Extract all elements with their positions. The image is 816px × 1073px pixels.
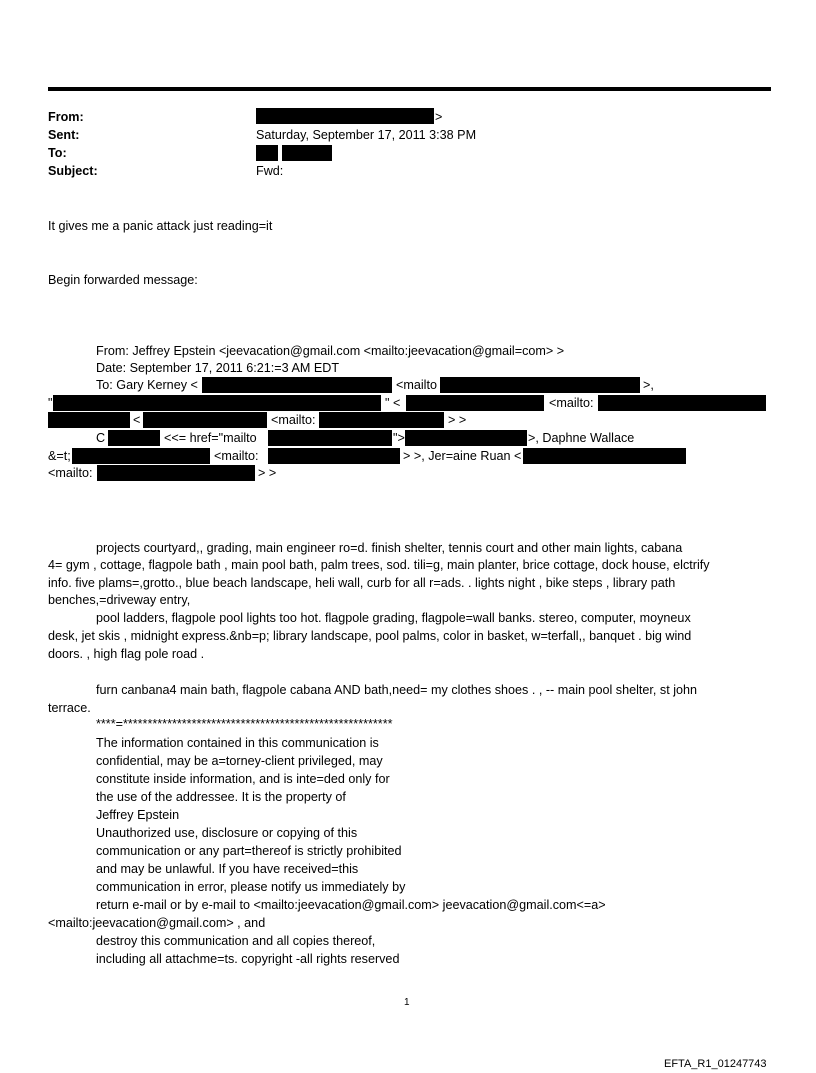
amp-fragment: &=t;: [48, 449, 71, 463]
daphne-fragment: >, Daphne Wallace: [528, 431, 635, 445]
fwd-from-line: From: Jeffrey Epstein <jeevacation@gmail.com <mailto:jeevacation@gmail=com> >: [96, 344, 565, 358]
fwd-to-prefix: To: Gary Kerney <: [96, 378, 198, 392]
disclaimer-line: ****=*******************************************************: [96, 717, 393, 731]
redaction-box: [268, 448, 400, 464]
redaction-box: [523, 448, 686, 464]
projects-line: benches,=driveway entry,: [48, 593, 191, 607]
projects-line: terrace.: [48, 701, 91, 715]
redaction-box: [53, 395, 381, 411]
from-value-tail: >: [435, 110, 443, 124]
subject-value: Fwd:: [256, 164, 284, 178]
disclaimer-line: constitute inside information, and is inte=ded only for: [96, 772, 390, 786]
disclaimer-line: The information contained in this communication is: [96, 736, 379, 750]
redaction-box: [256, 108, 434, 124]
mailto-fragment: <mailto: [396, 378, 437, 392]
comma-fragment: >,: [643, 378, 654, 392]
redaction-box: [48, 412, 130, 428]
disclaimer-line: Jeffrey Epstein: [96, 808, 180, 822]
disclaimer-line: the use of the addressee. It is the property of: [96, 790, 346, 804]
redaction-box: [405, 430, 527, 446]
quote-fragment: ": [48, 396, 53, 410]
quote-lt-fragment: " <: [385, 396, 401, 410]
disclaimer-line: and may be unlawful. If you have received=this: [96, 862, 359, 876]
sent-label: Sent:: [48, 128, 80, 142]
projects-line: furn canbana4 main bath, flagpole cabana AND bath,need= my clothes shoes . , -- main pool shelter, st john: [96, 683, 698, 697]
projects-line: doors. , high flag pole road .: [48, 647, 205, 661]
disclaimer-line: communication in error, please notify us immediately by: [96, 880, 406, 894]
redaction-box: [202, 377, 392, 393]
disclaimer-line: return e-mail or by e-mail to <mailto:jeevacation@gmail.com> jeevacation@gmail.com<=a>: [96, 898, 606, 912]
href-fragment: <<= href="mailto: [164, 431, 257, 445]
disclaimer-line: Unauthorized use, disclosure or copying of this: [96, 826, 358, 840]
document-id: EFTA_R1_01247743: [664, 1058, 767, 1070]
mailto-fragment: <mailto:: [549, 396, 594, 410]
redaction-box: [598, 395, 766, 411]
redaction-box: [108, 430, 160, 446]
redaction-box: [72, 448, 210, 464]
projects-line: pool ladders, flagpole pool lights too hot. flagpole grading, flagpole=wall banks. stereo, computer, moyneux: [96, 611, 691, 625]
from-label: From:: [48, 110, 84, 124]
redaction-box: [282, 145, 332, 161]
gtgt-fragment: > >: [258, 466, 277, 480]
projects-line: 4= gym , cottage, flagpole bath , main pool bath, palm trees, sod. tili=g, main planter, brice cottage, dock house, elctrify: [48, 558, 710, 572]
lt-fragment: <: [133, 413, 141, 427]
redaction-box: [268, 430, 392, 446]
jer-fragment: > >, Jer=aine Ruan <: [403, 449, 522, 463]
projects-line: info. five plams=,grotto., blue beach landscape, heli wall, curb for all r=ads. . lights night , bike steps , library path: [48, 576, 676, 590]
mailto-fragment: <mailto:: [48, 466, 93, 480]
redaction-box: [143, 412, 267, 428]
disclaimer-line: <mailto:jeevacation@gmail.com> , and: [48, 916, 266, 930]
disclaimer-line: communication or any part=thereof is strictly prohibited: [96, 844, 402, 858]
fwd-date-line: Date: September 17, 2011 6:21:=3 AM EDT: [96, 361, 340, 375]
redaction-box: [319, 412, 444, 428]
gtgt-fragment: > >: [448, 413, 467, 427]
href-close-fragment: ">: [393, 431, 405, 445]
to-label: To:: [48, 146, 67, 160]
c-fragment: C: [96, 431, 106, 445]
redaction-box: [406, 395, 544, 411]
subject-label: Subject:: [48, 164, 98, 178]
redaction-box: [440, 377, 640, 393]
disclaimer-line: confidential, may be a=torney-client privileged, may: [96, 754, 383, 768]
sent-value: Saturday, September 17, 2011 3:38 PM: [256, 128, 477, 142]
intro-line: It gives me a panic attack just reading=it: [48, 219, 273, 233]
projects-line: projects courtyard,, grading, main engineer ro=d. finish shelter, tennis court and other main lights, cabana: [96, 541, 683, 555]
header-rule: [48, 87, 771, 91]
projects-line: desk, jet skis , midnight express.&nb=p; library landscape, pool palms, color in basket, w=terfall,, banquet . big wind: [48, 629, 692, 643]
redaction-box: [97, 465, 255, 481]
mailto-fragment: <mailto:: [271, 413, 316, 427]
disclaimer-line: including all attachme=ts. copyright -all rights reserved: [96, 952, 400, 966]
page-number: 1: [404, 997, 410, 1008]
disclaimer-line: destroy this communication and all copies thereof,: [96, 934, 376, 948]
begin-forwarded: Begin forwarded message:: [48, 273, 198, 287]
mailto-fragment: <mailto:: [214, 449, 259, 463]
redaction-box: [256, 145, 278, 161]
